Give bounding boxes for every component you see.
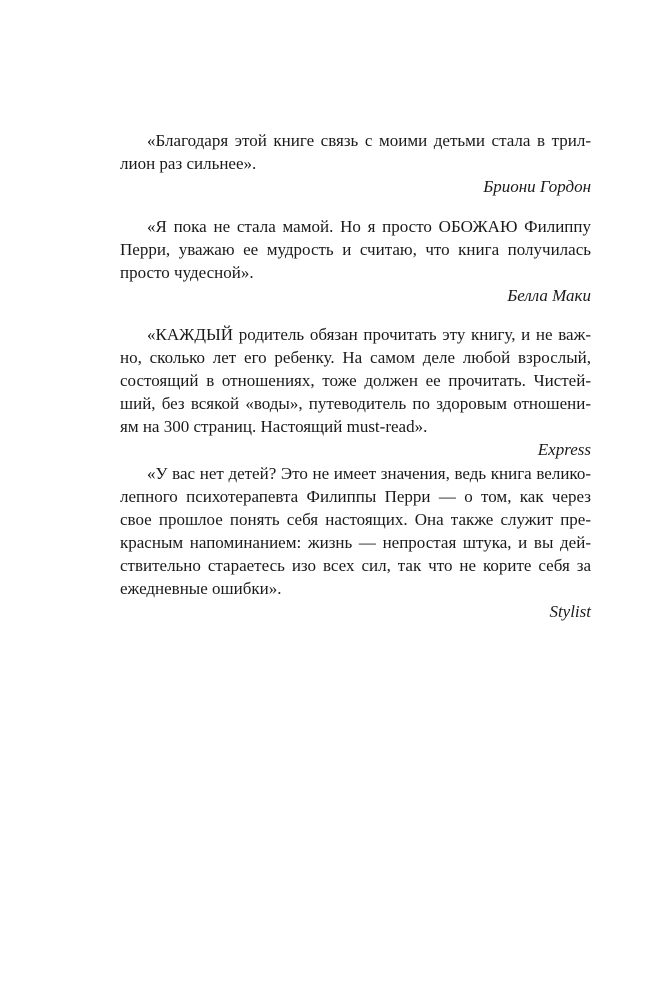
quote-line: красным напоминанием: жизнь — непростая штука, и вы дей- <box>120 533 591 552</box>
testimonial-3 <box>120 323 591 461</box>
quote-author: Express <box>537 440 591 459</box>
quote-line: лепного психотерапевта Филиппы Перри — о том, как через <box>120 487 591 506</box>
quote-line: «Я пока не стала мамой. Но я просто ОБОЖАЮ Филиппу <box>147 217 591 236</box>
quote-line: ший, без всякой «воды», путеводитель по здоровым отношени- <box>120 394 591 413</box>
quote-author: Stylist <box>549 602 591 621</box>
quote-line: лион раз сильнее». <box>120 154 257 173</box>
quote-line: «У вас нет детей? Это не имеет значения, ведь книга велико- <box>147 464 591 483</box>
quote-line: ежедневные ошибки». <box>120 579 282 598</box>
quote-author: Белла Маки <box>507 286 591 305</box>
quote-line: ям на 300 страниц. Настоящий must-read». <box>120 417 428 436</box>
quote-line: ствительно стараетесь изо всех сил, так что не корите себя за <box>120 556 591 575</box>
testimonial-2 <box>120 215 591 307</box>
quote-line: просто чудесной». <box>120 263 254 282</box>
testimonial-1 <box>120 129 591 198</box>
quote-line: но, сколько лет его ребенку. На самом деле любой взрослый, <box>120 348 591 367</box>
quote-line: свое прошлое понять себя настоящих. Она также служит пре- <box>120 510 591 529</box>
quote-line: «КАЖДЫЙ родитель обязан прочитать эту книгу, и не важ- <box>147 325 591 344</box>
quote-line: «Благодаря этой книге связь с моими детьми стала в трил- <box>147 131 591 150</box>
testimonial-4 <box>120 462 591 623</box>
quote-line: состоящий в отношениях, тоже должен ее прочитать. Чистей- <box>120 371 591 390</box>
quote-line: Перри, уважаю ее мудрость и считаю, что книга получилась <box>120 240 591 259</box>
quote-author: Бриони Гордон <box>483 177 591 196</box>
